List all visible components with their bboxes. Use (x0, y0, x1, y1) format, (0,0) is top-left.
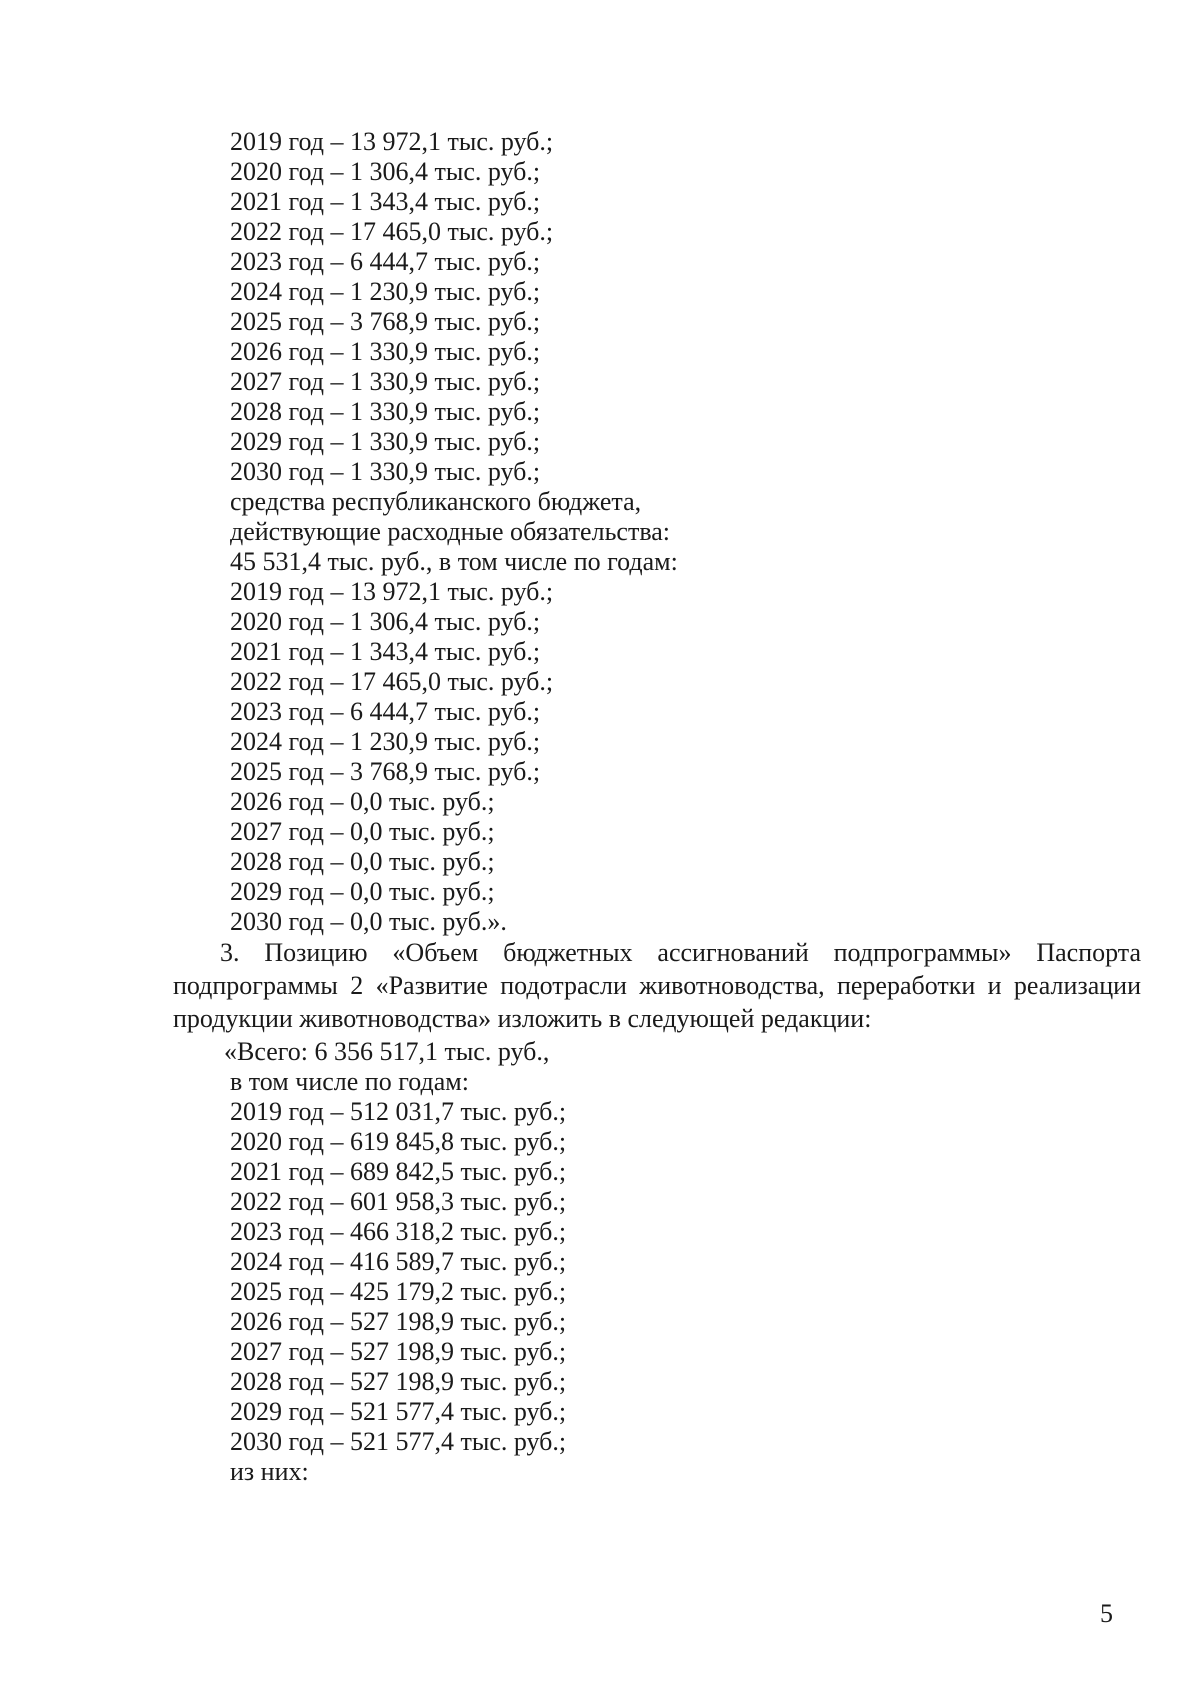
republic-line-2024: 2024 год – 1 230,9 тыс. руб.; (230, 727, 541, 756)
budget-line-2028: 2028 год – 1 330,9 тыс. руб.; (230, 397, 541, 426)
republic-budget-total: 45 531,4 тыс. руб., в том числе по годам: (230, 547, 678, 576)
subprogram-line-2024: 2024 год – 416 589,7 тыс. руб.; (230, 1247, 567, 1276)
of-them-label: из них: (230, 1457, 309, 1486)
republic-budget-heading: средства республиканского бюджета, (230, 487, 642, 516)
paragraph-3: 3. Позицию «Объем бюджетных ассигнований подпрограммы» Паспорта подпрограммы 2 «Развитие подотрасли животноводства, переработки и реализации продукции животноводства» изложить в следующей редакции: (173, 938, 1141, 1033)
subprogram-line-2026: 2026 год – 527 198,9 тыс. руб.; (230, 1307, 567, 1336)
republic-line-2022: 2022 год – 17 465,0 тыс. руб.; (230, 667, 554, 696)
budget-line-2019: 2019 год – 13 972,1 тыс. руб.; (230, 127, 554, 156)
subprogram-total: «Всего: 6 356 517,1 тыс. руб., (224, 1037, 550, 1066)
republic-line-2020: 2020 год – 1 306,4 тыс. руб.; (230, 607, 541, 636)
budget-line-2025: 2025 год – 3 768,9 тыс. руб.; (230, 307, 541, 336)
republic-line-2026: 2026 год – 0,0 тыс. руб.; (230, 787, 495, 816)
subprogram-line-2021: 2021 год – 689 842,5 тыс. руб.; (230, 1157, 567, 1186)
subprogram-line-2030: 2030 год – 521 577,4 тыс. руб.; (230, 1427, 567, 1456)
budget-line-2027: 2027 год – 1 330,9 тыс. руб.; (230, 367, 541, 396)
subprogram-line-2019: 2019 год – 512 031,7 тыс. руб.; (230, 1097, 567, 1126)
republic-line-2021: 2021 год – 1 343,4 тыс. руб.; (230, 637, 541, 666)
republic-line-2027: 2027 год – 0,0 тыс. руб.; (230, 817, 495, 846)
budget-line-2022: 2022 год – 17 465,0 тыс. руб.; (230, 217, 554, 246)
budget-line-2026: 2026 год – 1 330,9 тыс. руб.; (230, 337, 541, 366)
subprogram-line-2027: 2027 год – 527 198,9 тыс. руб.; (230, 1337, 567, 1366)
obligations-heading: действующие расходные обязательства: (230, 517, 671, 546)
page-number: 5 (1100, 1599, 1113, 1628)
republic-line-2019: 2019 год – 13 972,1 тыс. руб.; (230, 577, 554, 606)
subprogram-line-2020: 2020 год – 619 845,8 тыс. руб.; (230, 1127, 567, 1156)
budget-line-2030: 2030 год – 1 330,9 тыс. руб.; (230, 457, 541, 486)
subprogram-by-years: в том числе по годам: (230, 1067, 469, 1096)
budget-line-2020: 2020 год – 1 306,4 тыс. руб.; (230, 157, 541, 186)
subprogram-line-2029: 2029 год – 521 577,4 тыс. руб.; (230, 1397, 567, 1426)
budget-line-2029: 2029 год – 1 330,9 тыс. руб.; (230, 427, 541, 456)
subprogram-line-2025: 2025 год – 425 179,2 тыс. руб.; (230, 1277, 567, 1306)
republic-line-2023: 2023 год – 6 444,7 тыс. руб.; (230, 697, 541, 726)
budget-line-2023: 2023 год – 6 444,7 тыс. руб.; (230, 247, 541, 276)
subprogram-line-2028: 2028 год – 527 198,9 тыс. руб.; (230, 1367, 567, 1396)
subprogram-line-2022: 2022 год – 601 958,3 тыс. руб.; (230, 1187, 567, 1216)
subprogram-line-2023: 2023 год – 466 318,2 тыс. руб.; (230, 1217, 567, 1246)
republic-line-2030: 2030 год – 0,0 тыс. руб.». (230, 907, 507, 936)
republic-line-2028: 2028 год – 0,0 тыс. руб.; (230, 847, 495, 876)
republic-line-2025: 2025 год – 3 768,9 тыс. руб.; (230, 757, 541, 786)
budget-line-2024: 2024 год – 1 230,9 тыс. руб.; (230, 277, 541, 306)
republic-line-2029: 2029 год – 0,0 тыс. руб.; (230, 877, 495, 906)
budget-line-2021: 2021 год – 1 343,4 тыс. руб.; (230, 187, 541, 216)
